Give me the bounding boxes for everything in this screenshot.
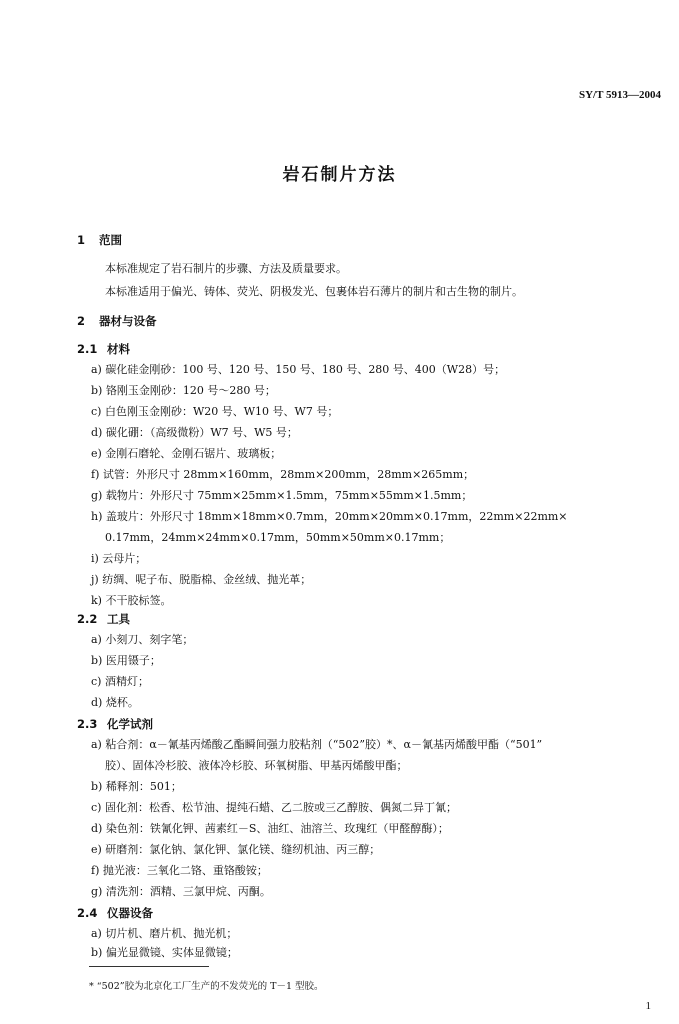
subsection-title: 工具	[107, 612, 130, 626]
list-item: e) 研磨剂：氯化钠、氯化钾、氯化镁、缝纫机油、丙三醇；	[91, 843, 381, 856]
section-1-heading	[77, 233, 122, 247]
subsection-number: 2.2	[77, 612, 98, 626]
list-item: d) 烧杯。	[91, 696, 139, 709]
section-number: 1	[77, 233, 86, 247]
list-item: j) 纺绸、呢子布、脱脂棉、金丝绒、抛光革；	[91, 573, 312, 586]
list-item: c) 固化剂：松香、松节油、提纯石蜡、乙二胺或三乙醇胺、偶氮二异丁氰；	[91, 801, 457, 814]
subsection-2-1-heading	[77, 342, 130, 356]
list-item: b) 偏光显微镜、实体显微镜；	[91, 946, 238, 959]
list-item: e) 金刚石磨轮、金刚石锯片、玻璃板；	[91, 447, 282, 460]
list-item: g) 载物片：外形尺寸 75mm×25mm×1.5mm，75mm×55mm×1.5mm；	[91, 489, 473, 502]
list-item: b) 铬刚玉金刚砂：120 号～280 号；	[91, 384, 276, 397]
list-item: a) 切片机、磨片机、抛光机；	[91, 927, 238, 940]
subsection-title: 仪器设备	[107, 906, 153, 920]
document-title: 岩石制片方法	[282, 165, 397, 185]
section-title: 器材与设备	[99, 314, 157, 328]
list-item: d) 碳化硼：（高级微粉）W7 号、W5 号；	[91, 426, 298, 439]
subsection-title: 材料	[107, 342, 130, 356]
subsection-2-3-heading	[77, 717, 153, 731]
subsection-2-2-heading	[77, 612, 130, 626]
subsection-number: 2.1	[77, 342, 98, 356]
list-item: f) 试管：外形尺寸 28mm×160mm，28mm×200mm，28mm×265mm；	[91, 468, 475, 481]
standard-code: SY/T 5913—2004	[578, 89, 661, 101]
list-item: a) 小刻刀、刻字笔；	[91, 633, 194, 646]
footnote: * “502”胶为北京化工厂生产的不发荧光的 T－1 型胶。	[89, 981, 324, 992]
list-item: g) 清洗剂：酒精、三氯甲烷、丙酮。	[91, 885, 271, 898]
list-item: b) 医用镊子；	[91, 654, 161, 667]
subsection-number: 2.4	[77, 906, 98, 920]
list-item: c) 白色刚玉金刚砂：W20 号、W10 号、W7 号；	[91, 405, 339, 418]
paragraph: 本标准规定了岩石制片的步骤、方法及质量要求。	[105, 262, 347, 275]
page-number: 1	[645, 1000, 651, 1012]
section-title: 范围	[99, 233, 122, 247]
list-item: h) 盖玻片：外形尺寸 18mm×18mm×0.7mm，20mm×20mm×0.17mm，22mm×22mm×	[91, 510, 568, 523]
list-item: i) 云母片；	[91, 552, 147, 565]
list-item: k) 不干胶标签。	[91, 594, 172, 607]
list-item-continuation: 0.17mm，24mm×24mm×0.17mm，50mm×50mm×0.17mm；	[105, 531, 451, 544]
subsection-2-4-heading	[77, 906, 153, 920]
list-item: a) 碳化硅金刚砂：100 号、120 号、150 号、180 号、280 号、400（W28）号；	[91, 363, 506, 376]
list-item: c) 酒精灯；	[91, 675, 149, 688]
paragraph: 本标准适用于偏光、铸体、荧光、阴极发光、包裹体岩石薄片的制片和古生物的制片。	[105, 285, 523, 298]
list-item: f) 抛光液：三氧化二铬、重铬酸铵；	[91, 864, 268, 877]
footnote-separator	[89, 966, 209, 967]
section-number: 2	[77, 314, 86, 328]
subsection-number: 2.3	[77, 717, 98, 731]
section-2-heading	[77, 314, 157, 328]
list-item: d) 染色剂：铁氰化钾、茜素红－S、油红、油溶兰、玫瑰红（甲醛醇酶）；	[91, 822, 449, 835]
subsection-title: 化学试剂	[107, 717, 153, 731]
list-item: a) 粘合剂：α－氰基丙烯酸乙酯瞬间强力胶粘剂（“502”胶）*、α－氰基丙烯酸甲酯（“501”	[91, 738, 543, 751]
list-item-continuation: 胶）、固体冷杉胶、液体冷杉胶、环氧树脂、甲基丙烯酸甲酯；	[105, 759, 408, 772]
list-item: b) 稀释剂：501；	[91, 780, 182, 793]
